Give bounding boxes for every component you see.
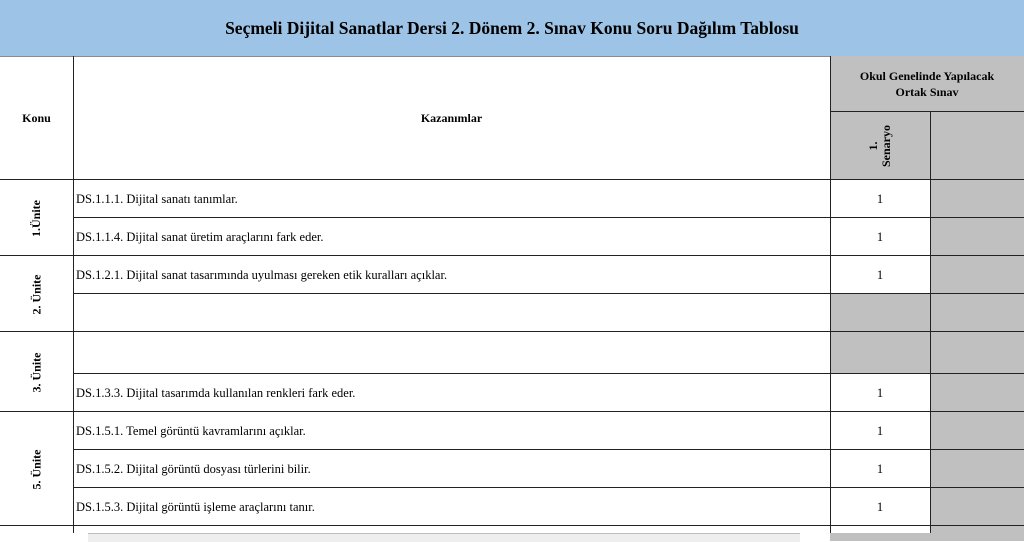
unit-label: 1.Ünite bbox=[29, 199, 43, 237]
kazanim-cell: DS.1.5.2. Dijital görüntü dosyası türlerini bilir. bbox=[76, 461, 311, 476]
senaryo-value: 1 bbox=[876, 423, 884, 438]
grid-line bbox=[73, 373, 1024, 374]
table-title: Seçmeli Dijital Sanatlar Dersi 2. Dönem 2. Sınav Konu Soru Dağılım Tablosu bbox=[0, 0, 1024, 57]
grid-line bbox=[0, 255, 1024, 256]
grid-line bbox=[0, 525, 1024, 526]
okul-genelinde-line2: Ortak Sınav bbox=[895, 85, 959, 99]
kazanim-cell: DS.1.3.3. Dijital tasarımda kullanılan renkleri fark eder. bbox=[76, 385, 356, 400]
kazanim-cell: DS.1.5.3. Dijital görüntü işleme araçlarını tanır. bbox=[76, 499, 315, 514]
unit-label: 2. Ünite bbox=[29, 274, 43, 314]
unit-label: 3. Ünite bbox=[29, 352, 43, 392]
kazanim-cell: DS.1.1.4. Dijital sanat üretim araçlarını fark eder. bbox=[76, 229, 324, 244]
grid-line bbox=[73, 56, 74, 533]
senaryo-value: 1 bbox=[876, 229, 884, 244]
kazanimlar-header: Kazanımlar bbox=[420, 110, 483, 125]
kazanim-cell: DS.1.1.1. Dijital sanatı tanımlar. bbox=[76, 191, 238, 206]
unit-label: 5. Ünite bbox=[29, 449, 43, 489]
kazanim-cell: DS.1.5.1. Temel görüntü kavramlarını açıklar. bbox=[76, 423, 306, 438]
senaryo-value: 1 bbox=[876, 191, 884, 206]
bottom-edge-strip bbox=[830, 533, 1024, 541]
grid-line bbox=[73, 293, 1024, 294]
okul-genelinde-line1: Okul Genelinde Yapılacak bbox=[859, 69, 995, 83]
grid-line bbox=[73, 449, 1024, 450]
grid-line bbox=[0, 411, 1024, 412]
konu-header: Konu bbox=[22, 110, 51, 125]
grid-line bbox=[830, 56, 831, 533]
kazanim-cell: DS.1.2.1. Dijital sanat tasarımında uyulması gereken etik kuralları açıklar. bbox=[76, 267, 448, 282]
senaryo-value bbox=[830, 332, 930, 374]
senaryo-value bbox=[830, 294, 930, 332]
senaryo-header bbox=[830, 112, 930, 180]
senaryo-line2: Senaryo bbox=[879, 125, 893, 167]
senaryo-value: 1 bbox=[876, 499, 884, 514]
grid-line bbox=[930, 112, 931, 533]
grid-line bbox=[73, 217, 1024, 218]
senaryo-value: 1 bbox=[876, 267, 884, 282]
grid-line bbox=[73, 487, 1024, 488]
grid-line bbox=[0, 331, 1024, 332]
grid-line bbox=[830, 111, 1024, 112]
grid-line bbox=[0, 179, 1024, 180]
senaryo-value: 1 bbox=[876, 385, 884, 400]
senaryo-value: 1 bbox=[876, 461, 884, 476]
senaryo-line1: 1. bbox=[866, 141, 880, 151]
okul-genelinde-header bbox=[830, 56, 1024, 112]
